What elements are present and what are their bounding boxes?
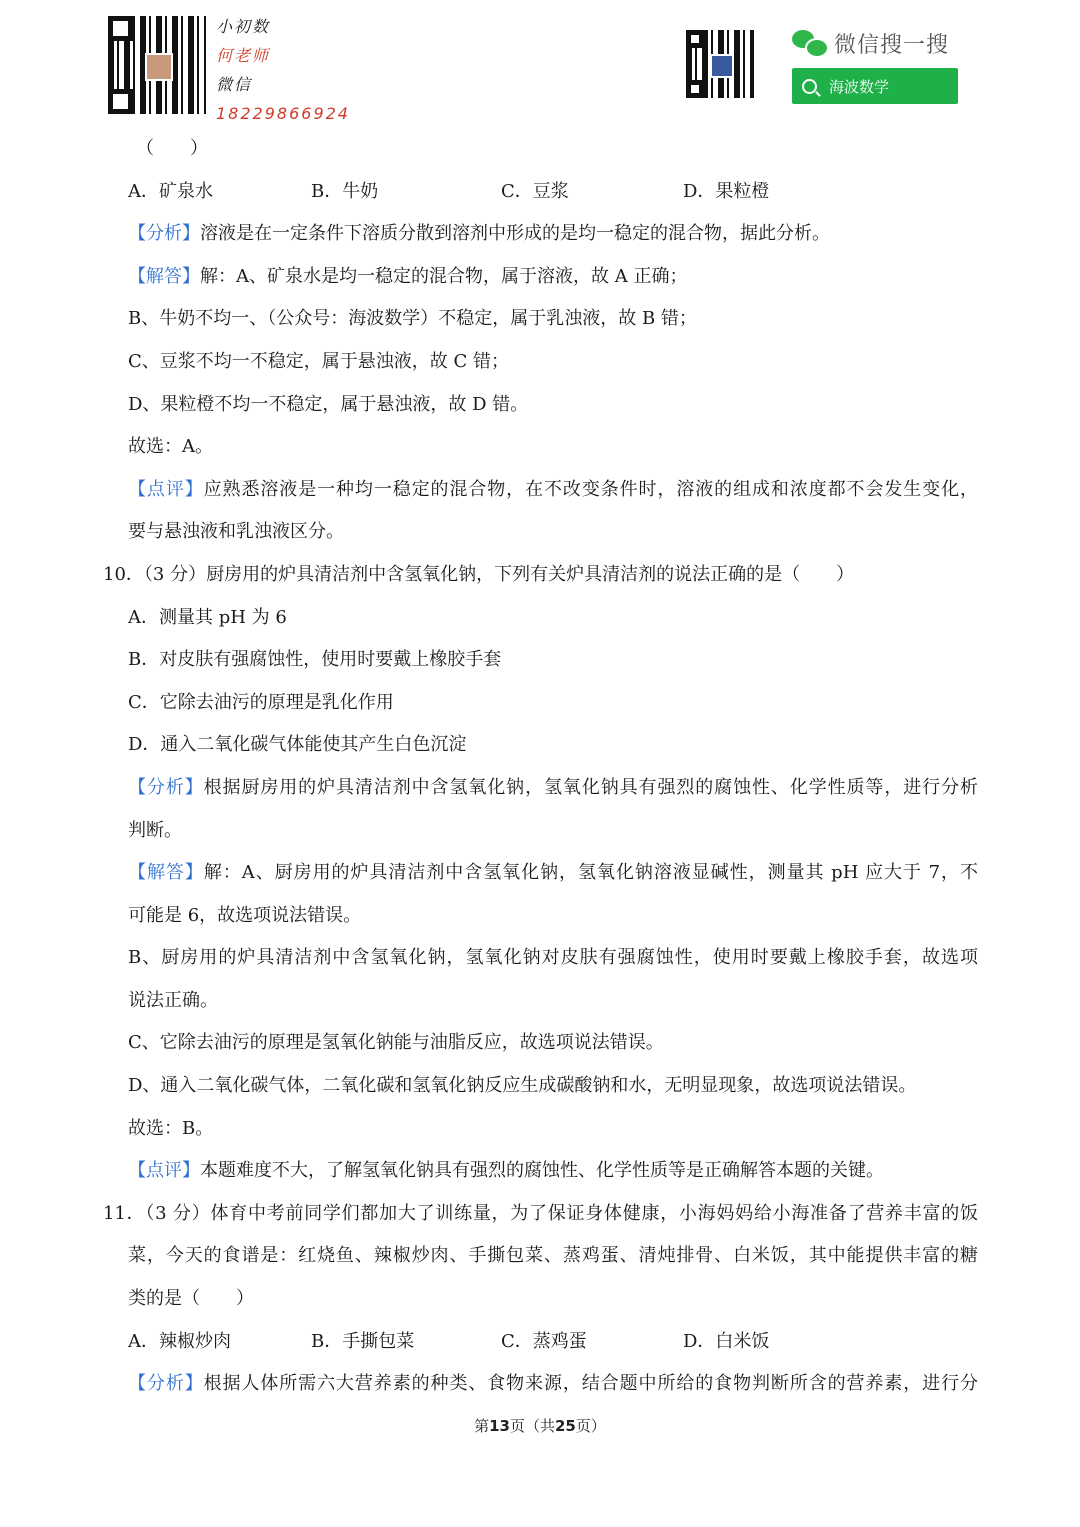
answer-line — [128, 256, 978, 299]
analysis-text: 根据人体所需六大营养素的种类、食物来源，结合题中所给的食物判断所含的营养素，进行分 — [203, 1373, 978, 1395]
analysis-line — [128, 1363, 978, 1406]
question-11-line-3: 类的是（ ） — [128, 1288, 254, 1310]
contact-qr-code — [108, 16, 206, 114]
answer-line-b-2: 说法正确。 — [128, 989, 218, 1011]
option-b: B．牛奶 — [311, 180, 379, 202]
footer-mid: 页（共 — [509, 1417, 555, 1435]
option-d: D．果粒橙 — [683, 180, 770, 202]
wechat-search-widget — [792, 28, 962, 104]
question-10: 10．（3 分）厨房用的炉具清洁剂中含氢氧化钠，下列有关炉具清洁剂的说法正确的是（ ） — [103, 563, 855, 585]
comment-line-2: 要与悬浊液和乳浊液区分。 — [128, 521, 344, 543]
document-body — [103, 128, 978, 1406]
q10-option-c: C．它除去油污的原理是乳化作用 — [128, 691, 394, 713]
answer-line-d: D、果粒橙不均一不稳定，属于悬浊液，故 D 错。 — [128, 393, 529, 415]
contact-line-1: 小初数 — [216, 17, 271, 36]
analysis-text: 根据厨房用的炉具清洁剂中含氢氧化钠，氢氧化钠具有强烈的腐蚀性、化学性质等，进行分析 — [203, 776, 978, 798]
comment-line — [128, 469, 978, 512]
q10-option-d: D．通入二氧化碳气体能使其产生白色沉淀 — [128, 734, 467, 756]
search-icon — [802, 79, 817, 94]
comment-tag: 【点评】 — [128, 478, 204, 500]
comment-text: 应熟悉溶液是一种均一稳定的混合物，在不改变条件时，溶液的组成和浓度都不会发生变化， — [203, 478, 978, 500]
comment-tag: 【点评】 — [128, 1160, 200, 1182]
wechat-search-bar[interactable] — [792, 68, 958, 104]
choice-line: 故选：B。 — [128, 1117, 214, 1139]
answer-line-c: C、豆浆不均一不稳定，属于悬浊液，故 C 错； — [128, 350, 509, 372]
wechat-qr-code — [686, 30, 754, 98]
analysis-tag: 【分析】 — [128, 1373, 204, 1395]
contact-info — [216, 12, 350, 128]
answer-tag: 【解答】 — [128, 862, 204, 884]
footer-suffix: 页） — [575, 1417, 606, 1435]
option-c: C．蒸鸡蛋 — [501, 1330, 587, 1352]
analysis-line-2: 判断。 — [128, 819, 182, 841]
answer-line-c: C、它除去油污的原理是氢氧化钠能与油脂反应，故选项说法错误。 — [128, 1032, 664, 1054]
answer-text: 解：A、矿泉水是均一稳定的混合物，属于溶液，故 A 正确； — [200, 265, 688, 287]
comment-line — [128, 1150, 978, 1193]
answer-line-b: B、牛奶不均一、（公众号：海波数学）不稳定，属于乳浊液，故 B 错； — [128, 308, 697, 330]
q11-options — [128, 1321, 978, 1364]
question-11: 11．（3 分）体育中考前同学们都加大了训练量，为了保证身体健康，小海妈妈给小海准备了营养丰富的饭 — [103, 1202, 978, 1224]
wechat-icon — [792, 30, 826, 56]
option-a: A．矿泉水 — [128, 180, 213, 202]
contact-line-2: 何老师 — [216, 46, 271, 65]
answer-text: 解：A、厨房用的炉具清洁剂中含氢氧化钠，氢氧化钠溶液显碱性，测量其 pH 应大于 7，不 — [203, 862, 978, 884]
answer-line-2: 可能是 6，故选项说法错误。 — [128, 904, 362, 926]
wechat-title-row — [792, 28, 962, 58]
answer-tag: 【解答】 — [128, 265, 200, 287]
contact-phone: 18229866924 — [216, 104, 350, 123]
option-c: C．豆浆 — [501, 180, 569, 202]
analysis-tag: 【分析】 — [128, 223, 200, 245]
search-text: 海波数学 — [829, 77, 890, 96]
option-b: B．手撕包菜 — [311, 1330, 415, 1352]
analysis-text: 溶液是在一定条件下溶质分散到溶剂中形成的是均一稳定的混合物，据此分析。 — [200, 223, 830, 245]
qr-logo — [710, 54, 734, 78]
q9-paren: （ ） — [136, 138, 208, 159]
q10-option-a: A．测量其 pH 为 6 — [128, 606, 287, 628]
q9-options — [128, 171, 978, 214]
footer-total-pages: 25 — [555, 1417, 576, 1435]
analysis-tag: 【分析】 — [128, 776, 204, 798]
question-11-line-2: 菜，今天的食谱是：红烧鱼、辣椒炒肉、手撕包菜、蒸鸡蛋、清炖排骨、白米饭，其中能提供丰富的糖 — [128, 1245, 978, 1267]
contact-line-3: 微信 — [216, 75, 253, 94]
answer-line — [128, 852, 978, 895]
answer-line-d: D、通入二氧化碳气体，二氧化碳和氢氧化钠反应生成碳酸钠和水，无明显现象，故选项说法错误。 — [128, 1075, 917, 1097]
q10-option-b: B．对皮肤有强腐蚀性，使用时要戴上橡胶手套 — [128, 649, 502, 671]
page-header — [0, 0, 1080, 130]
footer-prefix: 第 — [474, 1417, 490, 1435]
comment-text: 本题难度不大，了解氢氧化钠具有强烈的腐蚀性、化学性质等是正确解答本题的关键。 — [200, 1160, 884, 1182]
option-d: D．白米饭 — [683, 1330, 770, 1352]
qr-avatar — [145, 53, 173, 81]
wechat-title: 微信搜一搜 — [834, 32, 950, 58]
choice-line: 故选：A。 — [128, 436, 213, 458]
answer-line-b: B、厨房用的炉具清洁剂中含氢氧化钠，氢氧化钠对皮肤有强腐蚀性，使用时要戴上橡胶手套，故选项 — [128, 947, 978, 969]
analysis-line — [128, 213, 978, 256]
footer-page-number: 13 — [489, 1417, 510, 1435]
analysis-line — [128, 767, 978, 810]
option-a: A．辣椒炒肉 — [128, 1330, 231, 1352]
page-footer — [0, 1414, 1080, 1438]
